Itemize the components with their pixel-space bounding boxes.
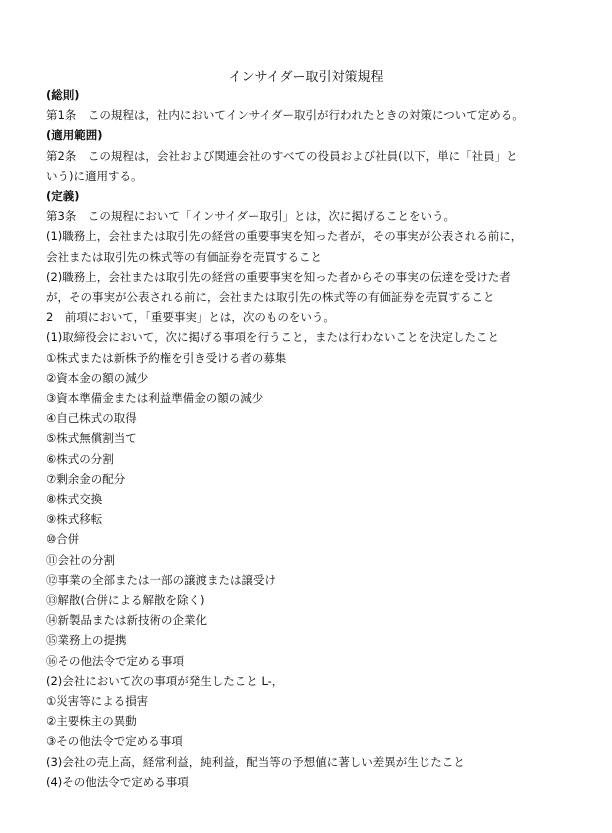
section-heading: (定義) [46, 189, 80, 203]
text-line: ⑧株式交換 [46, 492, 103, 506]
text-line: ⑫事業の全部または一部の譲渡または譲受け [46, 572, 276, 587]
text-line: ⑮業務上の提携 [46, 633, 127, 648]
text-line: (2)職務上，会社または取引先の経営の重要事実を知った者からその事実の伝達を受けた者 [46, 269, 511, 284]
document-title: インサイダー取引対策規程 [228, 70, 384, 85]
text-line: ⑨株式移転 [46, 512, 103, 527]
text-line: ⑩合併 [46, 532, 80, 547]
text-line: ⑥株式の分割 [46, 451, 114, 466]
text-line: 第1条 この規程は，社内においてインサイダー取引が行われたときの対策について定める。 [46, 108, 524, 123]
text-line: ③その他法令で定める事項 [46, 734, 183, 749]
text-line: 会社または取引先の株式等の有価証券を売買すること [46, 249, 322, 264]
text-line: 第3条 この規程において「インサイダー取引」とは，次に掲げることをいう。 [46, 209, 456, 224]
section-heading: (適用範囲) [46, 128, 103, 143]
text-line: ②資本金の額の減少 [46, 370, 149, 385]
text-line: ⑤株式無償割当て [46, 431, 137, 446]
text-line: ⑬解散(合併による解散を除く) [46, 593, 205, 607]
text-line: ④自己株式の取得 [46, 411, 137, 426]
text-line: いう)に適用する。 [46, 168, 143, 183]
text-line: ⑦剰余金の配分 [46, 471, 126, 486]
text-line: (3)会社の売上高，経常利益，純利益，配当等の予想値に著しい差異が生じたこと [46, 754, 465, 769]
text-line: ⑯その他法令で定める事項 [46, 653, 184, 668]
text-line: (4)その他法令で定める事項 [46, 774, 189, 789]
text-line: ⑭新製品または新技術の企業化 [46, 613, 207, 628]
section-heading: (総則) [46, 88, 80, 102]
text-line: ③資本準備金または利益準備金の額の減少 [46, 391, 264, 405]
text-line: ①災害等による損害 [46, 694, 149, 708]
text-line: ①株式または新株予約権を引き受ける者の募集 [46, 350, 287, 365]
text-line: 第2条 この規程は，会社および関連会社のすべての役員および社員(以下，単に「社員」と [46, 148, 518, 163]
text-line: (2)会社において次の事項が発生したこと L-， [46, 673, 284, 688]
text-line: (1)取締役会において，次に掲げる事項を行うこと，または行わないことを決定したこと [46, 330, 500, 345]
text-line: 2 前項において，「重要事実」とは，次のものをいう。 [46, 310, 335, 325]
text-line: ⑪会社の分割 [46, 552, 115, 567]
text-line: が，その事実が公表される前に，会社または取引先の株式等の有価証券を売買すること [46, 290, 495, 304]
text-line: (1)職務上，会社または取引先の経営の重要事実を知った者が，その事実が公表される前に， [46, 229, 523, 244]
text-line: ②主要株主の異動 [46, 714, 137, 729]
